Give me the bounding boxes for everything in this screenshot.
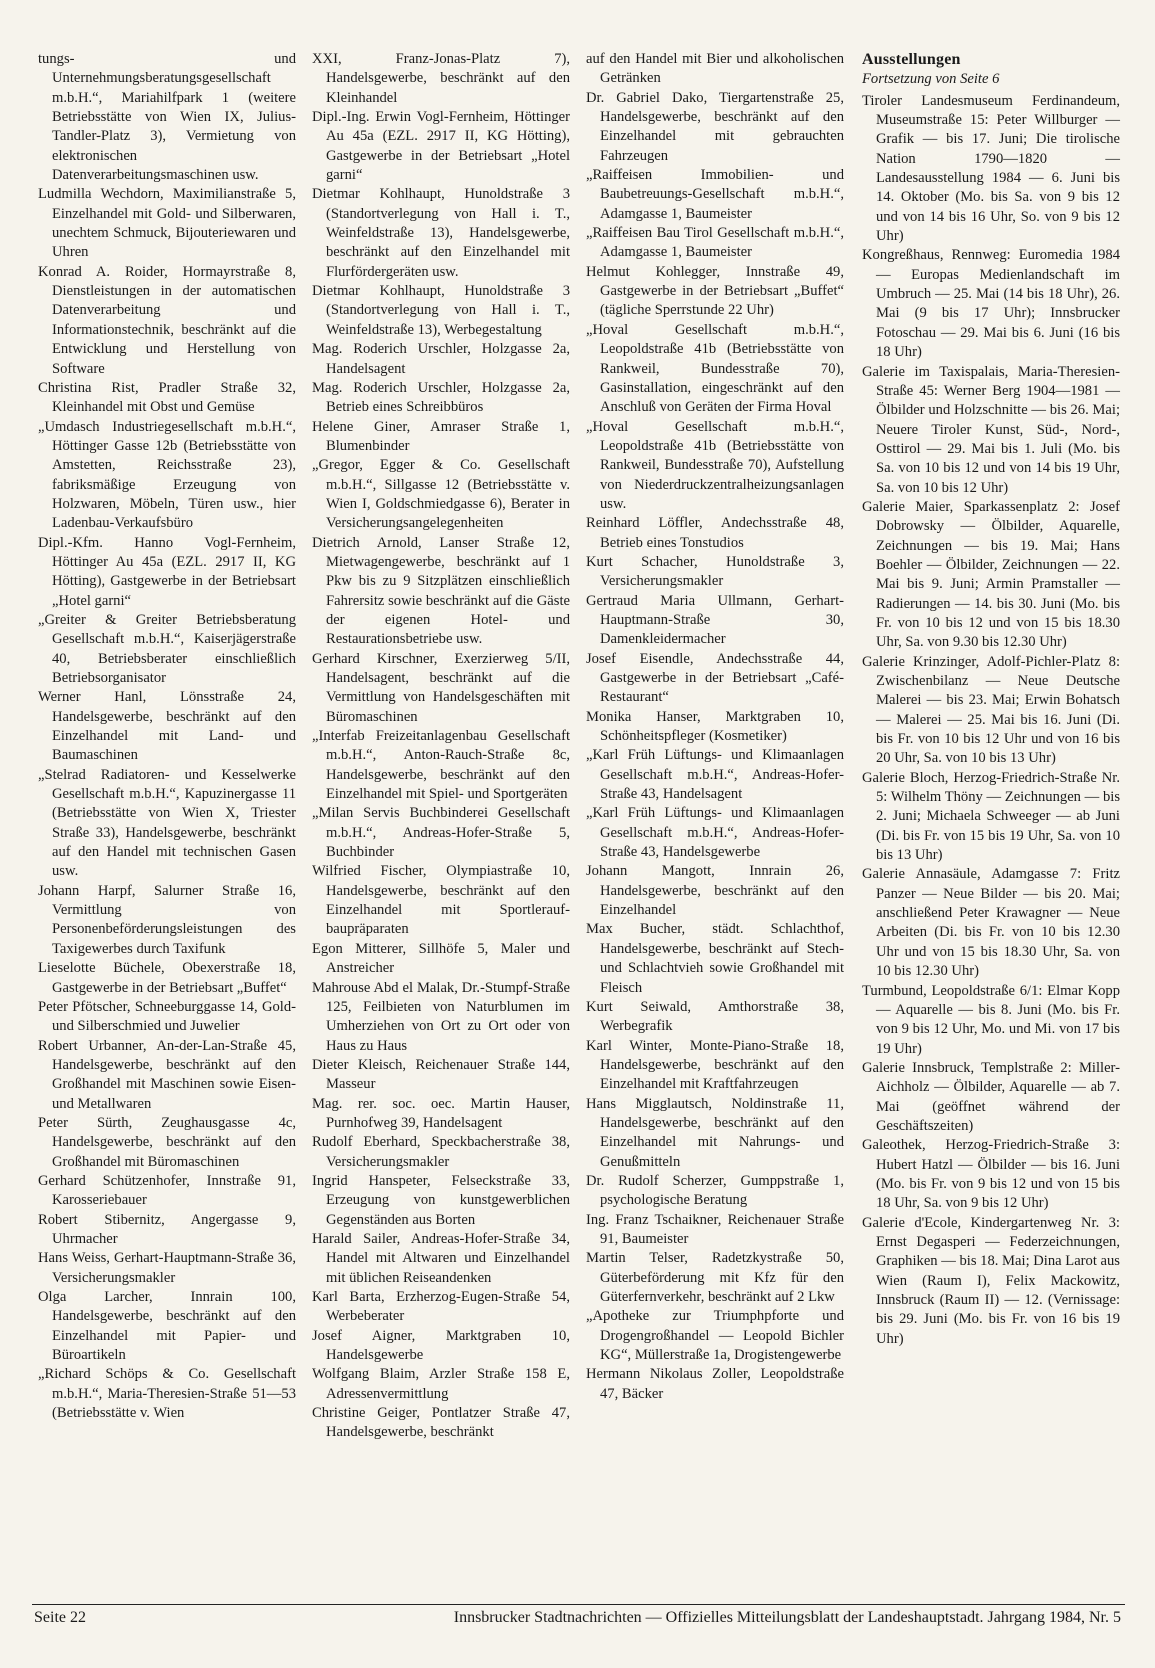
register-entry: Martin Telser, Radetzkystraße 50, Güterbeförderung mit Kfz für den Güterfernverkehr, beschränkt auf 2 Lkw bbox=[586, 1250, 844, 1305]
exhibition-entry: Kongreßhaus, Rennweg: Euromedia 1984 — Europas Medienlandschaft im Umbruch — 25. Mai (14 bis 18 Uhr), 26. Mai (9 bis 17 Uhr); Innsbrucker Fotoschau — 29. Mai bis 6. Juni (16 bis 18 Uhr) bbox=[862, 247, 1120, 361]
register-entry: Gerhard Schützenhofer, Innstraße 91, Karosseriebauer bbox=[38, 1172, 296, 1209]
page-number: Seite 22 bbox=[34, 1609, 86, 1626]
register-entry: XXI, Franz-Jonas-Platz 7), Handelsgewerbe, beschränkt auf den Kleinhandel bbox=[312, 51, 570, 106]
register-entry: Christina Rist, Pradler Straße 32, Kleinhandel mit Obst und Gemüse bbox=[38, 379, 296, 416]
exhibition-entry: Turmbund, Leopoldstraße 6/1: Elmar Kopp — Aquarelle — bis 8. Juni (Mo. bis Fr. von 9 bis 12 Uhr, Mo. und Mi. von 17 bis 19 Uhr) bbox=[862, 982, 1120, 1057]
register-entry: Harald Sailer, Andreas-Hofer-Straße 34, Handel mit Altwaren und Einzelhandel mit üblichen Reiseandenken bbox=[312, 1230, 570, 1286]
register-entry: Dipl.-Kfm. Hanno Vogl-Fernheim, Höttinger Au 45a (EZL. 2917 II, KG Hötting), Gastgewerbe in der Betriebsart „Hotel garni“ bbox=[38, 534, 296, 609]
footer-rule bbox=[32, 1604, 1125, 1605]
exhibition-list bbox=[862, 92, 1120, 1349]
exhibition-entry: Galerie Maier, Sparkassenplatz 2: Josef Dobrowsky — Ölbilder, Aquarelle, Zeichnungen — bis 19. Mai; Hans Boehler — Ölbilder, Zeichnungen — 22. Mai bis 9. Juni; Armin Pramstaller — Radierungen — 14. bis 30. Juni (Mo. bis Fr. von 10 bis 12 und von 15 bis 18.30 Uhr, Sa. von 9.30 bis 12.30 Uhr) bbox=[862, 498, 1120, 651]
column-1 bbox=[38, 50, 296, 1423]
register-entry: Dietmar Kohlhaupt, Hunoldstraße 3 (Standortverlegung von Hall i. T., Weinfeldstraße 13), Werbegestaltung bbox=[312, 283, 570, 338]
register-entry: Egon Mitterer, Sillhöfe 5, Maler und Anstreicher bbox=[312, 940, 570, 977]
register-entry: Hans Weiss, Gerhart-Hauptmann-Straße 36, Versicherungsmakler bbox=[38, 1250, 296, 1286]
register-entry: Josef Aigner, Marktgraben 10, Handelsgewerbe bbox=[312, 1327, 570, 1364]
exhibition-entry: Galerie Innsbruck, Templstraße 2: Miller-Aichholz — Ölbilder, Aquarelle — ab 7. Mai (geöffnet während der Geschäftszeiten) bbox=[862, 1059, 1120, 1134]
register-entry: Mahrouse Abd el Malak, Dr.-Stumpf-Straße 125, Feilbieten von Naturblumen im Umherziehen von Ort zu Ort oder von Haus zu Haus bbox=[312, 979, 570, 1054]
register-entry: Robert Urbanner, An-der-Lan-Straße 45, Handelsgewerbe, beschränkt auf den Großhandel mit Maschinen sowie Eisen- und Metallwaren bbox=[38, 1037, 296, 1112]
column-3 bbox=[586, 50, 844, 1404]
register-entry: Ludmilla Wechdorn, Maximilianstraße 5, Einzelhandel mit Gold- und Silberwaren, unechtem Schmuck, Bijouteriewaren und Uhren bbox=[38, 186, 296, 261]
register-entry: Peter Pfötscher, Schneeburggasse 14, Gold- und Silberschmied und Juwelier bbox=[38, 998, 296, 1035]
register-entry: auf den Handel mit Bier und alkoholischen Getränken bbox=[586, 51, 844, 87]
register-entry: Mag. Roderich Urschler, Holzgasse 2a, Betrieb eines Schreibbüros bbox=[312, 379, 570, 416]
register-entry: „Gregor, Egger & Co. Gesellschaft m.b.H.“, Sillgasse 12 (Betriebsstätte v. Wien I, Goldschmiedgasse 6), Berater in Versicherungsangelegenheiten bbox=[312, 457, 570, 532]
section-heading: Ausstellungen bbox=[862, 51, 961, 68]
register-entry: Dietmar Kohlhaupt, Hunoldstraße 3 (Standortverlegung von Hall i. T., Weinfeldstraße 13), Handelsgewerbe, beschränkt auf den Einzelhandel mit Flurfördergeräten usw. bbox=[312, 186, 570, 280]
register-entry: Konrad A. Roider, Hormayrstraße 8, Dienstleistungen in der automatischen Datenverarbeitung und Informationstechnik, beschränkt auf die Entwicklung und Herstellung von Software bbox=[38, 263, 296, 377]
register-entry: „Umdasch Industriegesellschaft m.b.H.“, Höttinger Gasse 12b (Betriebsstätte von Amstetten, Reichsstraße 23), fabriksmäßige Erzeugung von Holzwaren, Möbeln, Türen usw., hier Ladenbau-Verkaufsbüro bbox=[38, 418, 296, 532]
register-entry: Dipl.-Ing. Erwin Vogl-Fernheim, Höttinger Au 45a (EZL. 2917 II, KG Hötting), Gastgewerbe in der Betriebsart „Hotel garni“ bbox=[312, 109, 570, 184]
register-entry: Hans Migglautsch, Noldinstraße 11, Handelsgewerbe, beschränkt auf den Einzelhandel mit Nahrungs- und Genußmitteln bbox=[586, 1095, 844, 1170]
register-entry: Helene Giner, Amraser Straße 1, Blumenbinder bbox=[312, 418, 570, 454]
register-entry: Kurt Schacher, Hunoldstraße 3, Versicherungsmakler bbox=[586, 553, 844, 590]
register-entry: „Richard Schöps & Co. Gesellschaft m.b.H.“, Maria-Theresien-Straße 51—53 (Betriebsstätte v. Wien bbox=[38, 1366, 296, 1422]
register-entry: „Raiffeisen Immobilien- und Baubetreuungs-Gesellschaft m.b.H.“, Adamgasse 1, Baumeister bbox=[586, 167, 844, 222]
register-entry: Monika Hanser, Marktgraben 10, Schönheitspfleger (Kosmetiker) bbox=[586, 708, 844, 745]
register-entry: Ingrid Hanspeter, Felseckstraße 33, Erzeugung von kunstgewerblichen Gegenständen aus Borten bbox=[312, 1172, 570, 1228]
register-entry: Peter Sürth, Zeughausgasse 4c, Handelsgewerbe, beschränkt auf den Großhandel mit Büromaschinen bbox=[38, 1114, 296, 1170]
register-entry: Gerhard Kirschner, Exerzierweg 5/II, Handelsagent, beschränkt auf die Vermittlung von Handelsgeschäften mit Büromaschinen bbox=[312, 650, 570, 725]
register-entry: Wolfgang Blaim, Arzler Straße 158 E, Adressenvermittlung bbox=[312, 1366, 570, 1402]
register-entry: tungs- und Unternehmungsberatungsgesellschaft m.b.H.“, Mariahilfpark 1 (weitere Betriebsstätte von Wien IX, Julius-Tandler-Platz 3), Vermietung von elektronischen Datenverarbeitungsmaschinen usw. bbox=[38, 51, 296, 184]
exhibition-entry: Galerie Annasäule, Adamgasse 7: Fritz Panzer — Neue Bilder — bis 20. Mai; anschließend Peter Krawagner — Neue Arbeiten (Di. bis Fr. von 10 bis 12.30 Uhr und von 15 bis 18.30 Uhr, Sa. von 10 bis 12.30 Uhr) bbox=[862, 866, 1120, 980]
column-2 bbox=[312, 50, 570, 1443]
register-entry: „Apotheke zur Triumphpforte und Drogengroßhandel — Leopold Bichler KG“, Müllerstraße 1a, Drogistengewerbe bbox=[586, 1308, 844, 1364]
register-entry: Dr. Gabriel Dako, Tiergartenstraße 25, Handelsgewerbe, beschränkt auf den Einzelhandel mit gebrauchten Fahrzeugen bbox=[586, 89, 844, 164]
register-entry: „Interfab Freizeitanlagenbau Gesellschaft m.b.H.“, Anton-Rauch-Straße 8c, Handelsgewerbe, beschränkt auf den Einzelhandel mit Spiel- und Sportgeräten bbox=[312, 728, 570, 803]
register-entry: Gertraud Maria Ullmann, Gerhart-Hauptmann-Straße 30, Damenkleidermacher bbox=[586, 592, 844, 648]
exhibition-entry: Galerie Krinzinger, Adolf-Pichler-Platz 8: Zwischenbilanz — Neue Deutsche Malerei — bis 23. Mai; Erwin Bohatsch — Malerei — 25. Mai bis 16. Juni (Di. bis Fr. von 10 bis 12 Uhr und von 16 bis 20 Uhr, Sa. von 10 bis 13 Uhr) bbox=[862, 653, 1120, 767]
exhibition-entry: Tiroler Landesmuseum Ferdinandeum, Museumstraße 15: Peter Willburger — Grafik — bis 17. Juni; Die tirolische Nation 1790—1820 — Landesausstellung 1984 — 6. Juni bis 14. Oktober (Mo. bis Sa. von 9 bis 12 und von 14 bis 16 Uhr, So. von 9 bis 12 Uhr) bbox=[862, 92, 1120, 245]
register-entry: „Karl Früh Lüftungs- und Klimaanlagen Gesellschaft m.b.H.“, Andreas-Hofer-Straße 43, Handelsgewerbe bbox=[586, 805, 844, 861]
register-entry: Lieselotte Büchele, Obexerstraße 18, Gastgewerbe in der Betriebsart „Buffet“ bbox=[38, 960, 296, 996]
register-entry: „Hoval Gesellschaft m.b.H.“, Leopoldstraße 41b (Betriebsstätte von Rankweil, Bundesstraße 70), Aufstellung von Niederdruckzentralheizungsanlagen usw. bbox=[586, 418, 844, 512]
register-entry: Kurt Seiwald, Amthorstraße 38, Werbegrafik bbox=[586, 998, 844, 1035]
exhibition-entry: Galerie Bloch, Herzog-Friedrich-Straße Nr. 5: Wilhelm Thöny — Zeichnungen — bis 2. Juni; Michaela Schweeger — ab Juni (Di. bis Fr. von 15 bis 19 Uhr, Sa. von 10 bis 13 Uhr) bbox=[862, 769, 1120, 864]
register-entry: Christine Geiger, Pontlatzer Straße 47, Handelsgewerbe, beschränkt bbox=[312, 1405, 570, 1441]
register-entry: Robert Stibernitz, Angergasse 9, Uhrmacher bbox=[38, 1211, 296, 1247]
register-entry: Rudolf Eberhard, Speckbacherstraße 38, Versicherungsmakler bbox=[312, 1134, 570, 1170]
exhibition-entry: Galeothek, Herzog-Friedrich-Straße 3: Hubert Hatzl — Ölbilder — bis 16. Juni (Mo. bis Fr. von 9 bis 12 und von 15 bis 18 Uhr, Sa. von 9 bis 12 Uhr) bbox=[862, 1137, 1120, 1212]
register-entry: „Stelrad Radiatoren- und Kesselwerke Gesellschaft m.b.H.“, Kapuzinergasse 11 (Betriebsstätte von Wien X, Triester Straße 33), Handelsgewerbe, beschränkt auf den Handel mit technischen Gasen usw. bbox=[38, 766, 296, 880]
register-entry: Dieter Kleisch, Reichenauer Straße 144, Masseur bbox=[312, 1056, 570, 1093]
column-4 bbox=[862, 50, 1120, 1349]
register-entry: Max Bucher, städt. Schlachthof, Handelsgewerbe, beschränkt auf Stech- und Schlachtvieh sowie Großhandel mit Fleisch bbox=[586, 921, 844, 996]
register-entry: Hermann Nikolaus Zoller, Leopoldstraße 47, Bäcker bbox=[586, 1366, 844, 1402]
register-entry: Mag. Roderich Urschler, Holzgasse 2a, Handelsagent bbox=[312, 341, 570, 377]
section-subheading: Fortsetzung von Seite 6 bbox=[862, 71, 1000, 88]
publication-line: Innsbrucker Stadtnachrichten — Offizielles Mitteilungsblatt der Landeshauptstadt. Jahrgang 1984, Nr. 5 bbox=[453, 1609, 1121, 1626]
register-entry: Helmut Kohlegger, Innstraße 49, Gastgewerbe in der Betriebsart „Buffet“ (tägliche Sperrstunde 22 Uhr) bbox=[586, 263, 844, 319]
register-entry: „Hoval Gesellschaft m.b.H.“, Leopoldstraße 41b (Betriebsstätte von Rankweil, Bundesstraße 70), Gasinstallation, eingeschränkt auf den Anschluß von Geräten der Firma Hoval bbox=[586, 321, 844, 416]
register-entry: Dietrich Arnold, Lanser Straße 12, Mietwagengewerbe, beschränkt auf 1 Pkw bis zu 9 Sitzplätzen einschließlich Fahrersitz sowie beschränkt auf die Gäste der eigenen Hotel- und Restaurationsbetriebe usw. bbox=[312, 534, 570, 648]
register-entry: Ing. Franz Tschaikner, Reichenauer Straße 91, Baumeister bbox=[586, 1211, 844, 1247]
register-entry: Josef Eisendle, Andechsstraße 44, Gastgewerbe in der Betriebsart „Café-Restaurant“ bbox=[586, 650, 844, 706]
exhibition-entry: Galerie d'Ecole, Kindergartenweg Nr. 3: Ernst Degasperi — Federzeichnungen, Graphiken — bis 18. Mai; Dina Larot aus Wien (Raum I), Felix Mackowitz, Innsbruck (Raum II) — 12. (Vernissage: bis 29. Juni (Mo. bis Fr. von 16 bis 19 Uhr) bbox=[862, 1214, 1120, 1347]
register-entry: Reinhard Löffler, Andechsstraße 48, Betrieb eines Tonstudios bbox=[586, 515, 844, 551]
register-entry: „Karl Früh Lüftungs- und Klimaanlagen Gesellschaft m.b.H.“, Andreas-Hofer-Straße 43, Handelsagent bbox=[586, 747, 844, 803]
register-entry: Olga Larcher, Innrain 100, Handelsgewerbe, beschränkt auf den Einzelhandel mit Papier- und Büroartikeln bbox=[38, 1289, 296, 1364]
page-footer bbox=[34, 1608, 1121, 1628]
register-entry: Karl Winter, Monte-Piano-Straße 18, Handelsgewerbe, beschränkt auf den Einzelhandel mit Kraftfahrzeugen bbox=[586, 1037, 844, 1093]
register-entry: Johann Harpf, Salurner Straße 16, Vermittlung von Personenbeförderungsleistungen des Taxigewerbes durch Taxifunk bbox=[38, 882, 296, 957]
register-entry: Wilfried Fischer, Olympiastraße 10, Handelsgewerbe, beschränkt auf den Einzelhandel mit Sportlerauf-baupräparaten bbox=[312, 863, 570, 938]
register-entry: Werner Hanl, Lönsstraße 24, Handelsgewerbe, beschränkt auf den Einzelhandel mit Land- und Baumaschinen bbox=[38, 689, 296, 764]
register-entry: Johann Mangott, Innrain 26, Handelsgewerbe, beschränkt auf den Einzelhandel bbox=[586, 863, 844, 919]
exhibition-entry: Galerie im Taxispalais, Maria-Theresien-Straße 45: Werner Berg 1904—1981 — Ölbilder und Holzschnitte — bis 26. Mai; Neuere Tiroler Kunst, Süd-, Nord-, Osttirol — 29. Mai bis 1. Juli (Mo. bis Sa. von 10 bis 12 und von 14 bis 19 Uhr, Sa. von 10 bis 12 Uhr) bbox=[862, 363, 1120, 496]
register-entry: Mag. rer. soc. oec. Martin Hauser, Purnhofweg 39, Handelsagent bbox=[312, 1095, 570, 1131]
register-entry: Dr. Rudolf Scherzer, Gumppstraße 1, psychologische Beratung bbox=[586, 1172, 844, 1209]
register-entry: Karl Barta, Erzherzog-Eugen-Straße 54, Werbeberater bbox=[312, 1289, 570, 1325]
register-entry: „Raiffeisen Bau Tirol Gesellschaft m.b.H.“, Adamgasse 1, Baumeister bbox=[586, 225, 844, 261]
register-entry: „Milan Servis Buchbinderei Gesellschaft m.b.H.“, Andreas-Hofer-Straße 5, Buchbinder bbox=[312, 805, 570, 861]
register-entry: „Greiter & Greiter Betriebsberatung Gesellschaft m.b.H.“, Kaiserjägerstraße 40, Betriebsberater einschließlich Betriebsorganisator bbox=[38, 611, 296, 686]
